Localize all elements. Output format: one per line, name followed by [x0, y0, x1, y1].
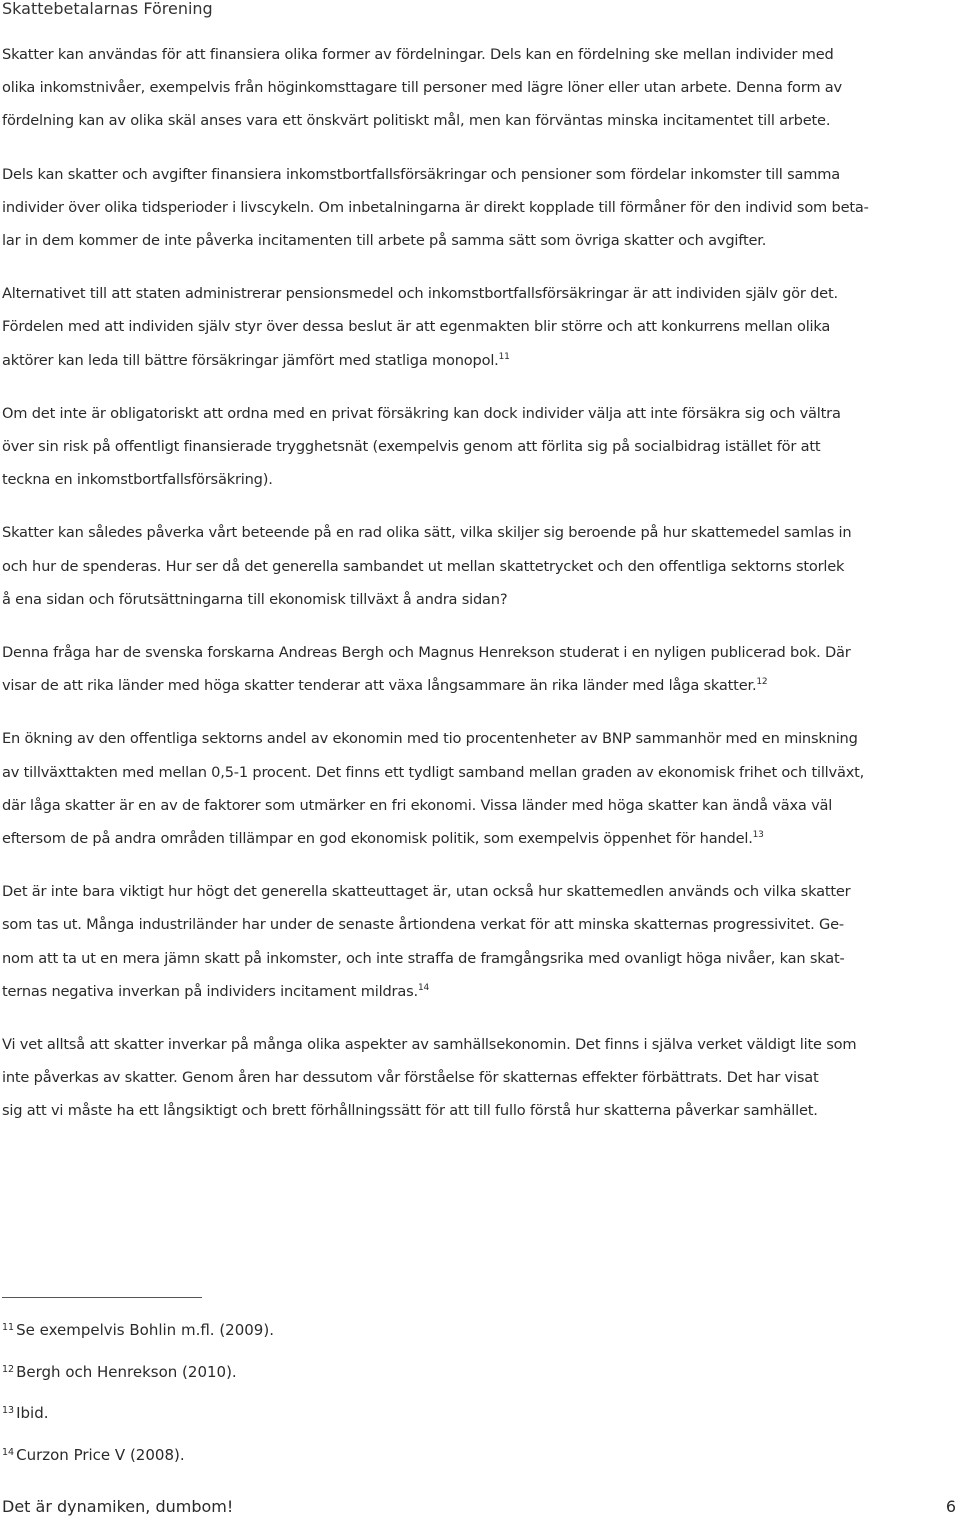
footnote-number: 12 [2, 1363, 15, 1375]
paragraph [2, 516, 952, 616]
text-line: som tas ut. Många industriländer har under de senaste årtiondena verkat för att minska skatternas progressivitet. Ge- [2, 916, 844, 934]
paragraph [2, 1028, 952, 1128]
paragraph [2, 277, 952, 377]
text-line: och hur de spenderas. Hur ser då det generella sambandet ut mellan skattetrycket och den offentliga sektorns storlek [2, 557, 845, 575]
footnote-text: Curzon Price V (2008). [16, 1445, 185, 1464]
text-line: å ena sidan och förutsättningarna till ekonomisk tillväxt å andra sidan? [2, 590, 508, 608]
text-line [2, 344, 952, 377]
footnotes-section [2, 1316, 274, 1482]
footnote-text: Se exempelvis Bohlin m.fl. (2009). [16, 1321, 274, 1339]
text-line: sig att vi måste ha ett långsiktigt och brett förhållningssätt för att till fullo förstå hur skatterna påverkar samhället. [2, 1102, 818, 1120]
footer-title: Det är dynamiken, dumbom! [2, 1497, 234, 1516]
text-line: av tillväxttakten med mellan 0,5-1 procent. Det finns ett tydligt samband mellan graden av ekonomisk frihet och tillväxt, [2, 763, 865, 781]
line-text: visar de att rika länder med höga skatter tenderar att växa långsammare än rika länder med låga skatter. [2, 677, 757, 695]
footnote-text: Bergh och Henrekson (2010). [16, 1362, 237, 1381]
text-line: nom att ta ut en mera jämn skatt på inkomster, och inte straffa de framgångsrika med ovanligt höga nivåer, kan skat- [2, 949, 845, 967]
footnote-number: 11 [2, 1322, 15, 1333]
footnote-text: Ibid. [16, 1404, 49, 1422]
footnote [2, 1358, 274, 1400]
page-number: 6 [945, 1497, 956, 1516]
footnote-number: 14 [2, 1446, 15, 1458]
text-line: Det är inte bara viktigt hur högt det generella skatteuttaget är, utan också hur skattemedlen används och vilka skatter [2, 883, 851, 901]
body-text [2, 38, 952, 1148]
footnote-reference[interactable]: 12 [756, 677, 768, 688]
text-line: Skatter kan således påverka vårt beteende på en rad olika sätt, vilka skiljer sig beroende på hur skattemedel samlas in [2, 524, 852, 542]
text-line [2, 822, 952, 855]
text-line: individer över olika tidsperioder i livscykeln. Om inbetalningarna är direkt kopplade till förmåner för den individ som beta- [2, 198, 869, 216]
footnote-reference[interactable]: 14 [417, 982, 429, 993]
line-text: ternas negativa inverkan på individers incitament mildras. [2, 982, 418, 1000]
text-line: Skatter kan användas för att finansiera olika former av fördelningar. Dels kan en fördelning ske mellan individer med [2, 46, 834, 63]
paragraph [2, 875, 952, 1008]
text-line: Alternativet till att staten administrerar pensionsmedel och inkomstbortfallsförsäkringar är att individen själv gör det. [2, 285, 838, 303]
footnote-divider [2, 1297, 202, 1298]
text-line: Denna fråga har de svenska forskarna Andreas Bergh och Magnus Henrekson studerat i en nyligen publicerad bok. Där [2, 644, 851, 662]
text-line [2, 975, 952, 1008]
text-line: Om det inte är obligatoriskt att ordna med en privat försäkring kan dock individer välja att inte försäkra sig och vältra [2, 404, 841, 422]
footnote-reference[interactable]: 13 [752, 830, 764, 841]
text-line: inte påverkas av skatter. Genom åren har dessutom vår förståelse för skatternas effekter förbättrats. Det har visat [2, 1069, 819, 1087]
footnote [2, 1441, 274, 1483]
text-line: Fördelen med att individen själv styr över dessa beslut är att egenmakten blir större och att konkurrens mellan olika [2, 318, 831, 336]
paragraph [2, 722, 952, 855]
paragraph [2, 38, 952, 138]
text-line [2, 669, 952, 702]
text-line: Dels kan skatter och avgifter finansiera inkomstbortfallsförsäkringar och pensioner som fördelar inkomster till samma [2, 165, 841, 183]
text-line: olika inkomstnivåer, exempelvis från höginkomsttagare till personer med lägre löner eller utan arbete. Denna form av [2, 79, 842, 97]
line-text: eftersom de på andra områden tillämpar en god ekonomisk politik, som exempelvis öppenhet för handel. [2, 830, 753, 848]
footnote [2, 1399, 274, 1441]
paragraph [2, 158, 952, 258]
footnote-reference[interactable]: 11 [498, 351, 510, 362]
footnote [2, 1316, 274, 1358]
paragraph [2, 636, 952, 702]
line-text: aktörer kan leda till bättre försäkringar jämfört med statliga monopol. [2, 351, 499, 369]
page-header: Skattebetalarnas Förening [2, 0, 213, 18]
text-line: Vi vet alltså att skatter inverkar på många olika aspekter av samhällsekonomin. Det finns i själva verket väldigt lite som [2, 1036, 857, 1054]
footnote-number: 13 [2, 1405, 15, 1416]
text-line: fördelning kan av olika skäl anses vara ett önskvärt politiskt mål, men kan förväntas minska incitamentet till arbete. [2, 112, 831, 130]
text-line: En ökning av den offentliga sektorns andel av ekonomin med tio procentenheter av BNP sammanhör med en minskning [2, 730, 858, 748]
text-line: där låga skatter är en av de faktorer som utmärker en fri ekonomi. Vissa länder med höga skatter kan ändå växa väl [2, 796, 833, 814]
text-line: teckna en inkomstbortfallsförsäkring). [2, 471, 273, 489]
text-line: lar in dem kommer de inte påverka incitamenten till arbete på samma sätt som övriga skatter och avgifter. [2, 232, 767, 250]
text-line: över sin risk på offentligt finansierade trygghetsnät (exempelvis genom att förlita sig på socialbidrag istället för att [2, 438, 821, 456]
paragraph [2, 397, 952, 497]
